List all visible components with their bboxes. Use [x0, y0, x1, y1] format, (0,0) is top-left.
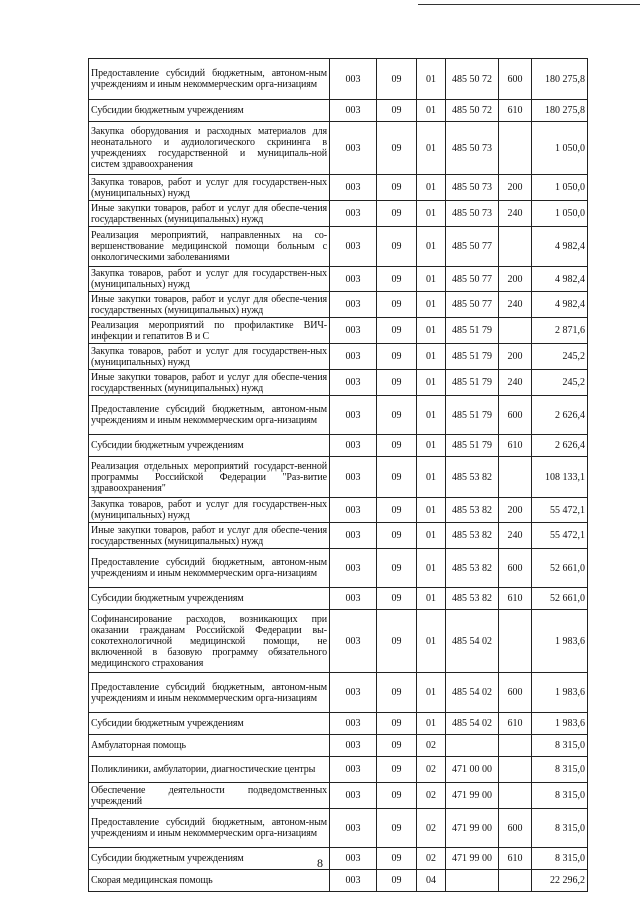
expense-type-code: 240: [499, 523, 532, 549]
subsection-code: 01: [417, 267, 446, 292]
target-article-code: 485 54 02: [446, 610, 499, 673]
target-article-code: 485 51 79: [446, 370, 499, 396]
admin-code: 003: [330, 757, 377, 783]
row-name: Амбулаторная помощь: [89, 735, 330, 757]
admin-code: 003: [330, 498, 377, 523]
admin-code: 003: [330, 549, 377, 588]
target-article-code: 485 50 72: [446, 100, 499, 122]
admin-code: 003: [330, 201, 377, 227]
section-code: 09: [377, 783, 417, 809]
target-article-code: 485 50 77: [446, 227, 499, 267]
section-code: 09: [377, 673, 417, 713]
table-row: [89, 318, 588, 344]
amount: 8 315,0: [532, 848, 588, 870]
section-code: 09: [377, 498, 417, 523]
target-article-code: 471 99 00: [446, 809, 499, 848]
target-article-code: 485 50 73: [446, 122, 499, 175]
subsection-code: 01: [417, 457, 446, 498]
subsection-code: 01: [417, 59, 446, 100]
amount: 4 982,4: [532, 227, 588, 267]
section-code: 09: [377, 344, 417, 370]
section-code: 09: [377, 318, 417, 344]
amount: 55 472,1: [532, 498, 588, 523]
table-row: [89, 870, 588, 892]
section-code: 09: [377, 549, 417, 588]
admin-code: 003: [330, 344, 377, 370]
expense-type-code: [499, 610, 532, 673]
row-name: Закупка товаров, работ и услуг для государствен-ных (муниципальных) нужд: [89, 344, 330, 370]
subsection-code: 01: [417, 201, 446, 227]
amount: 1 983,6: [532, 610, 588, 673]
expense-type-code: 200: [499, 267, 532, 292]
section-code: 09: [377, 735, 417, 757]
expense-type-code: 240: [499, 201, 532, 227]
section-code: 09: [377, 201, 417, 227]
target-article-code: [446, 735, 499, 757]
section-code: 09: [377, 396, 417, 435]
budget-table: [88, 58, 588, 892]
subsection-code: 01: [417, 175, 446, 201]
admin-code: 003: [330, 673, 377, 713]
expense-type-code: 200: [499, 344, 532, 370]
expense-type-code: 600: [499, 673, 532, 713]
target-article-code: 485 50 72: [446, 59, 499, 100]
row-name: Реализация отдельных мероприятий государст-венной программы Российской Федерации "Раз-витие здравоохранения": [89, 457, 330, 498]
subsection-code: 02: [417, 783, 446, 809]
row-name: Субсидии бюджетным учреждениям: [89, 713, 330, 735]
amount: 1 050,0: [532, 175, 588, 201]
row-name: Субсидии бюджетным учреждениям: [89, 100, 330, 122]
subsection-code: 01: [417, 588, 446, 610]
expense-type-code: 610: [499, 588, 532, 610]
target-article-code: 485 50 73: [446, 201, 499, 227]
amount: 8 315,0: [532, 757, 588, 783]
admin-code: 003: [330, 610, 377, 673]
target-article-code: 485 54 02: [446, 673, 499, 713]
section-code: 09: [377, 610, 417, 673]
row-name: Реализация мероприятий по профилактике ВИЧ-инфекции и гепатитов В и С: [89, 318, 330, 344]
table-row: [89, 783, 588, 809]
section-code: 09: [377, 59, 417, 100]
budget-table-body: [89, 59, 588, 892]
amount: 245,2: [532, 370, 588, 396]
amount: 245,2: [532, 344, 588, 370]
expense-type-code: 240: [499, 370, 532, 396]
expense-type-code: [499, 735, 532, 757]
expense-type-code: 610: [499, 100, 532, 122]
amount: 2 871,6: [532, 318, 588, 344]
table-row: [89, 757, 588, 783]
admin-code: 003: [330, 100, 377, 122]
admin-code: 003: [330, 713, 377, 735]
expense-type-code: [499, 122, 532, 175]
target-article-code: 485 53 82: [446, 588, 499, 610]
admin-code: 003: [330, 588, 377, 610]
expense-type-code: [499, 457, 532, 498]
amount: 4 982,4: [532, 292, 588, 318]
row-name: Иные закупки товаров, работ и услуг для обеспе-чения государственных (муниципальных) нужд: [89, 292, 330, 318]
section-code: 09: [377, 713, 417, 735]
admin-code: 003: [330, 435, 377, 457]
admin-code: 003: [330, 318, 377, 344]
section-code: 09: [377, 588, 417, 610]
table-row: [89, 396, 588, 435]
admin-code: 003: [330, 809, 377, 848]
admin-code: 003: [330, 523, 377, 549]
target-article-code: [446, 870, 499, 892]
amount: 2 626,4: [532, 396, 588, 435]
subsection-code: 01: [417, 344, 446, 370]
row-name: Софинансирование расходов, возникающих при оказании гражданам Российской Федерации вы-сокотехнологичной медицинской помощи, не включенной в базовую программу обязательного медицинского страхования: [89, 610, 330, 673]
table-row: [89, 809, 588, 848]
row-name: Поликлиники, амбулатории, диагностические центры: [89, 757, 330, 783]
expense-type-code: [499, 870, 532, 892]
row-name: Иные закупки товаров, работ и услуг для обеспе-чения государственных (муниципальных) нужд: [89, 523, 330, 549]
table-row: [89, 498, 588, 523]
expense-type-code: 240: [499, 292, 532, 318]
amount: 108 133,1: [532, 457, 588, 498]
target-article-code: 471 99 00: [446, 783, 499, 809]
subsection-code: 01: [417, 549, 446, 588]
expense-type-code: [499, 757, 532, 783]
admin-code: 003: [330, 396, 377, 435]
section-code: 09: [377, 809, 417, 848]
top-rule: [418, 4, 640, 5]
table-row: [89, 227, 588, 267]
table-row: [89, 713, 588, 735]
section-code: 09: [377, 267, 417, 292]
row-name: Предоставление субсидий бюджетным, автоном-ным учреждениям и иным некоммерческим орга-низациям: [89, 549, 330, 588]
target-article-code: 485 51 79: [446, 344, 499, 370]
expense-type-code: 610: [499, 713, 532, 735]
target-article-code: 485 51 79: [446, 435, 499, 457]
amount: 1 983,6: [532, 673, 588, 713]
table-row: [89, 735, 588, 757]
row-name: Обеспечение деятельности подведомственных учреждений: [89, 783, 330, 809]
section-code: 09: [377, 435, 417, 457]
expense-type-code: 200: [499, 175, 532, 201]
admin-code: 003: [330, 735, 377, 757]
target-article-code: 471 00 00: [446, 757, 499, 783]
expense-type-code: 610: [499, 435, 532, 457]
section-code: 09: [377, 848, 417, 870]
subsection-code: 01: [417, 498, 446, 523]
amount: 22 296,2: [532, 870, 588, 892]
target-article-code: 485 53 82: [446, 457, 499, 498]
table-row: [89, 100, 588, 122]
target-article-code: 485 50 77: [446, 267, 499, 292]
subsection-code: 02: [417, 757, 446, 783]
target-article-code: 485 51 79: [446, 396, 499, 435]
subsection-code: 01: [417, 292, 446, 318]
admin-code: 003: [330, 292, 377, 318]
admin-code: 003: [330, 59, 377, 100]
table-row: [89, 344, 588, 370]
table-row: [89, 673, 588, 713]
subsection-code: 01: [417, 523, 446, 549]
target-article-code: 485 53 82: [446, 549, 499, 588]
subsection-code: 01: [417, 227, 446, 267]
subsection-code: 01: [417, 318, 446, 344]
admin-code: 003: [330, 122, 377, 175]
expense-type-code: 600: [499, 809, 532, 848]
target-article-code: 471 99 00: [446, 848, 499, 870]
amount: 4 982,4: [532, 267, 588, 292]
target-article-code: 485 50 73: [446, 175, 499, 201]
row-name: Скорая медицинская помощь: [89, 870, 330, 892]
table-row: [89, 523, 588, 549]
amount: 180 275,8: [532, 59, 588, 100]
row-name: Предоставление субсидий бюджетным, автоном-ным учреждениям и иным некоммерческим орга-низациям: [89, 59, 330, 100]
table-row: [89, 175, 588, 201]
section-code: 09: [377, 370, 417, 396]
row-name: Иные закупки товаров, работ и услуг для обеспе-чения государственных (муниципальных) нужд: [89, 201, 330, 227]
amount: 8 315,0: [532, 809, 588, 848]
page-number: 8: [317, 856, 323, 870]
section-code: 09: [377, 523, 417, 549]
subsection-code: 01: [417, 713, 446, 735]
target-article-code: 485 54 02: [446, 713, 499, 735]
table-row: [89, 457, 588, 498]
subsection-code: 01: [417, 100, 446, 122]
amount: 1 050,0: [532, 122, 588, 175]
subsection-code: 02: [417, 809, 446, 848]
subsection-code: 01: [417, 673, 446, 713]
admin-code: 003: [330, 457, 377, 498]
row-name: Предоставление субсидий бюджетным, автоном-ным учреждениям и иным некоммерческим орга-низациям: [89, 673, 330, 713]
row-name: Предоставление субсидий бюджетным, автоном-ным учреждениям и иным некоммерческим орга-низациям: [89, 809, 330, 848]
amount: 55 472,1: [532, 523, 588, 549]
section-code: 09: [377, 227, 417, 267]
subsection-code: 01: [417, 435, 446, 457]
subsection-code: 02: [417, 848, 446, 870]
section-code: 09: [377, 292, 417, 318]
admin-code: 003: [330, 783, 377, 809]
expense-type-code: [499, 783, 532, 809]
expense-type-code: 200: [499, 498, 532, 523]
expense-type-code: [499, 318, 532, 344]
section-code: 09: [377, 175, 417, 201]
amount: 8 315,0: [532, 735, 588, 757]
row-name: Закупка оборудования и расходных материалов для неонатального и аудиологического скрининга в учреждениях государственной и муниципаль-ной систем здравоохранения: [89, 122, 330, 175]
table-row: [89, 549, 588, 588]
amount: 8 315,0: [532, 783, 588, 809]
expense-type-code: 610: [499, 848, 532, 870]
admin-code: 003: [330, 370, 377, 396]
expense-type-code: 600: [499, 549, 532, 588]
target-article-code: 485 53 82: [446, 523, 499, 549]
table-row: [89, 201, 588, 227]
amount: 1 983,6: [532, 713, 588, 735]
expense-type-code: [499, 227, 532, 267]
subsection-code: 02: [417, 735, 446, 757]
table-row: [89, 122, 588, 175]
table-row: [89, 267, 588, 292]
admin-code: 003: [330, 870, 377, 892]
target-article-code: 485 50 77: [446, 292, 499, 318]
row-name: Субсидии бюджетным учреждениям: [89, 588, 330, 610]
amount: 2 626,4: [532, 435, 588, 457]
subsection-code: 01: [417, 122, 446, 175]
table-row: [89, 610, 588, 673]
subsection-code: 01: [417, 370, 446, 396]
row-name: Закупка товаров, работ и услуг для государствен-ных (муниципальных) нужд: [89, 175, 330, 201]
admin-code: 003: [330, 175, 377, 201]
amount: 1 050,0: [532, 201, 588, 227]
row-name: Реализация мероприятий, направленных на со-вершенствование медицинской помощи больным с онкологическими заболеваниями: [89, 227, 330, 267]
section-code: 09: [377, 870, 417, 892]
expense-type-code: 600: [499, 396, 532, 435]
amount: 52 661,0: [532, 588, 588, 610]
row-name: Иные закупки товаров, работ и услуг для обеспе-чения государственных (муниципальных) нужд: [89, 370, 330, 396]
target-article-code: 485 51 79: [446, 318, 499, 344]
target-article-code: 485 53 82: [446, 498, 499, 523]
expense-type-code: 600: [499, 59, 532, 100]
row-name: Предоставление субсидий бюджетным, автоном-ным учреждениям и иным некоммерческим орга-низациям: [89, 396, 330, 435]
table-row: [89, 59, 588, 100]
row-name: Закупка товаров, работ и услуг для государствен-ных (муниципальных) нужд: [89, 267, 330, 292]
admin-code: 003: [330, 267, 377, 292]
section-code: 09: [377, 100, 417, 122]
section-code: 09: [377, 757, 417, 783]
row-name: Субсидии бюджетным учреждениям: [89, 435, 330, 457]
table-row: [89, 370, 588, 396]
table-row: [89, 588, 588, 610]
section-code: 09: [377, 457, 417, 498]
row-name: Закупка товаров, работ и услуг для государствен-ных (муниципальных) нужд: [89, 498, 330, 523]
subsection-code: 04: [417, 870, 446, 892]
admin-code: 003: [330, 227, 377, 267]
subsection-code: 01: [417, 610, 446, 673]
section-code: 09: [377, 122, 417, 175]
table-row: [89, 292, 588, 318]
admin-code: 003: [330, 848, 377, 870]
row-name: Субсидии бюджетным учреждениям: [89, 848, 330, 870]
amount: 180 275,8: [532, 100, 588, 122]
table-row: [89, 435, 588, 457]
amount: 52 661,0: [532, 549, 588, 588]
subsection-code: 01: [417, 396, 446, 435]
